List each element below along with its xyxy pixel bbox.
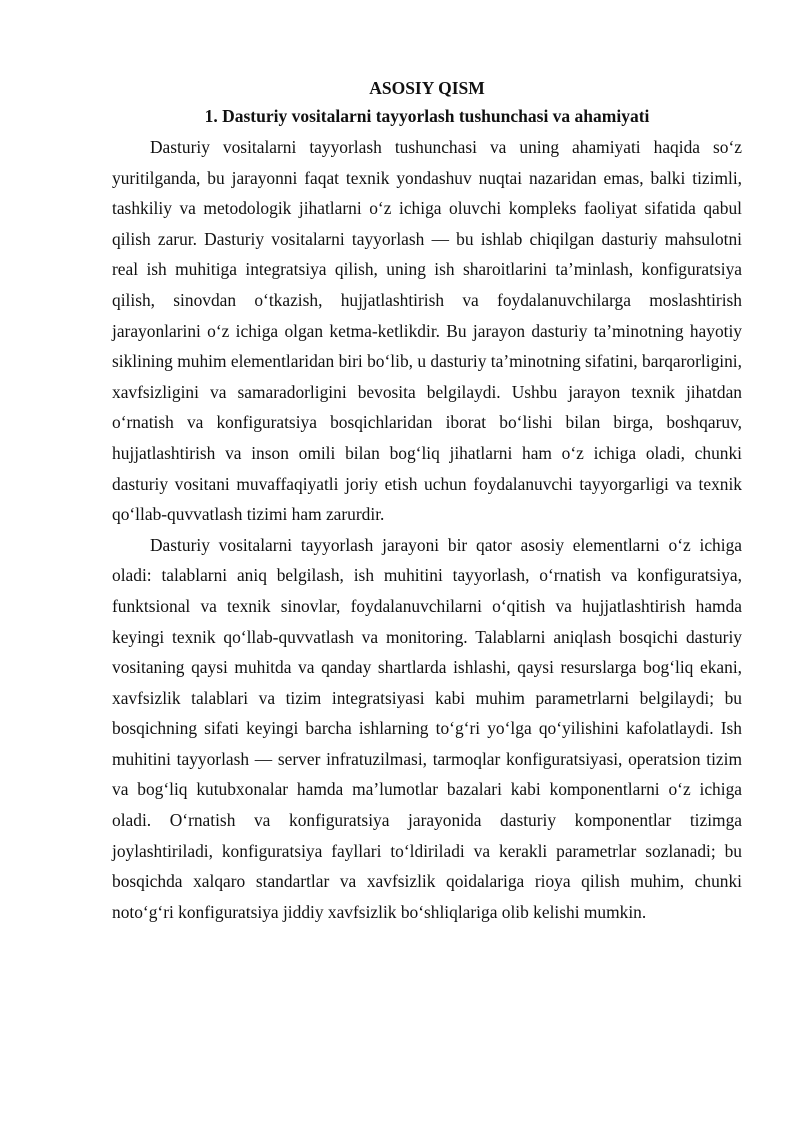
subsection-title: 1. Dasturiy vositalarni tayyorlash tushunchasi va ahamiyati	[204, 106, 650, 126]
body-paragraph-2: Dasturiy vositalarni tayyorlash jarayoni bir qator asosiy elementlarni o‘z ichiga oladi: talablarni aniq belgilash, ish muhitini tayyorlash, o‘rnatish va konfiguratsiya, funktsional va texnik sinovlar, foydalanuvchilarni o‘qitish va hujjatlashtirish hamda keyingi texnik qo‘llab-quvvatlash va monitoring. Talablarni aniqlash bosqichi dasturiy vositaning qaysi muhitda va qanday shartlarda ishlashi, qaysi resurslarga bog‘liq ekani, xavfsizlik talablari va tizim integratsiyasi kabi muhim parametrlarni belgilaydi; bu bosqichning sifati keyingi barcha ishlarning to‘g‘ri yo‘lga qo‘yilishini kafolatlaydi. Ish muhitini tayyorlash — server infratuzilmasi, tarmoqlar konfiguratsiyasi, operatsion tizim va bog‘liq kutubxonalar hamda ma’lumotlar bazalari kabi komponentlarni o‘z ichiga oladi. O‘rnatish va konfiguratsiya jarayonida dasturiy komponentlar tizimga joylashtiriladi, konfiguratsiya fayllari to‘ldiriladi va kerakli parametrlar sozlanadi; bu bosqichda xalqaro standartlar va xavfsizlik qoidalariga rioya qilish muhim, chunki noto‘g‘ri konfiguratsiya jiddiy xavfsizlik bo‘shliqlariga olib kelishi mumkin.	[112, 534, 742, 922]
section-title: ASOSIY QISM	[369, 78, 485, 98]
document-page	[112, 68, 742, 927]
body-paragraph-1: Dasturiy vositalarni tayyorlash tushunchasi va uning ahamiyati haqida so‘z yuritilganda, bu jarayonni faqat texnik yondashuv nuqtai nazaridan emas, balki tizimli, tashkiliy va metodologik jihatlarni o‘z ichiga oluvchi kompleks faoliyat sifatida qabul qilish zarur. Dasturiy vositalarni tayyorlash — bu ishlab chiqilgan dasturiy mahsulotni real ish muhitiga integratsiya qilish, uning ish sharoitlarini ta’minlash, konfiguratsiya qilish, sinovdan o‘tkazish, hujjatlashtirish va foydalanuvchilarga moslashtirish jarayonlarini o‘z ichiga olgan ketma-ketlikdir. Bu jarayon dasturiy ta’minotning hayotiy siklining muhim elementlaridan biri bo‘lib, u dasturiy ta’minotning sifatini, barqarorligini, xavfsizligini va samaradorligini bevosita belgilaydi. Ushbu jarayon texnik jihatdan o‘rnatish va konfiguratsiya bosqichlaridan iborat bo‘lishi bilan birga, boshqaruv, hujjatlashtirish va inson omili bilan bog‘liq jihatlarni ham o‘z ichiga oladi, chunki dasturiy vositani muvaffaqiyatli joriy etish uchun foydalanuvchi tayyorgarligi va texnik qo‘llab-quvvatlash tizimi ham zarurdir.	[112, 137, 742, 525]
